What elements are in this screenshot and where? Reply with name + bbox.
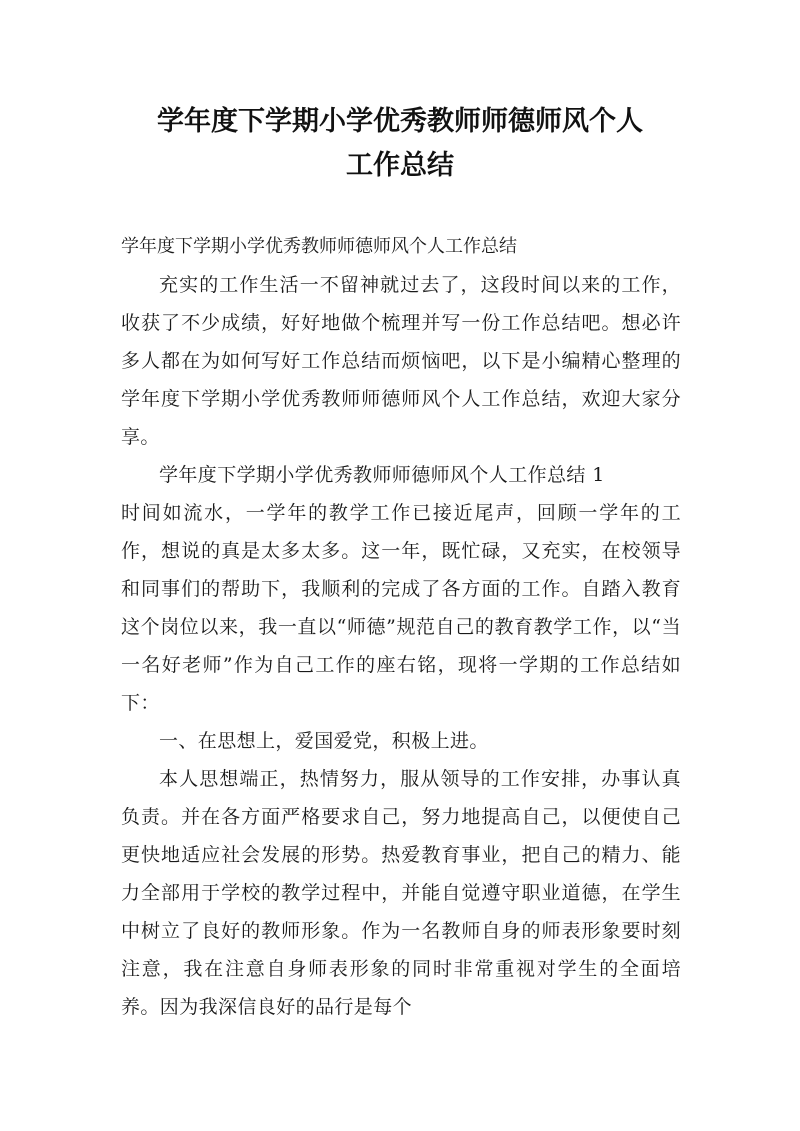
point-heading: 一、在思想上，爱国爱党，积极上进。 (159, 730, 489, 752)
document-title (100, 100, 700, 188)
document-body (121, 228, 681, 1026)
intro-paragraph: 充实的工作生活一不留神就过去了，这段时间以来的工作，收获了不少成绩，好好地做个梳理并写一份工作总结吧。想必许多人都在为如何写好工作总结而烦恼吧，以下是小编精心整理的学年度下学期小学优秀教师师德师风个人工作总结，欢迎大家分享。 (121, 274, 681, 448)
title-line-1: 学年度下学期小学优秀教师师德师风个人 (157, 106, 643, 137)
title-line-2: 工作总结 (346, 150, 454, 181)
section-heading: 学年度下学期小学优秀教师师德师风个人工作总结 1 (159, 464, 605, 486)
body-paragraph: 本人思想端正，热情努力，服从领导的工作安排，办事认真负责。并在各方面严格要求自己，努力地提高自己，以便使自己更快地适应社会发展的形势。热爱教育事业，把自己的精力、能力全部用于学校的教学过程中，并能自觉遵守职业道德，在学生中树立了良好的教师形象。作为一名教师自身的师表形象要时刻注意，我在注意自身师表形象的同时非常重视对学生的全面培养。因为我深信良好的品行是每个 (121, 768, 681, 1018)
body-paragraph: 时间如流水，一学年的教学工作已接近尾声，回顾一学年的工作，想说的真是太多太多。这一年，既忙碌，又充实，在校领导和同事们的帮助下，我顺利的完成了各方面的工作。自踏入教育这个岗位以来，我一直以“师德”规范自己的教育教学工作，以“当一名好老师”作为自己工作的座右铭，现将一学期的工作总结如下： (121, 502, 681, 714)
document-subtitle: 学年度下学期小学优秀教师师德师风个人工作总结 (121, 236, 517, 257)
